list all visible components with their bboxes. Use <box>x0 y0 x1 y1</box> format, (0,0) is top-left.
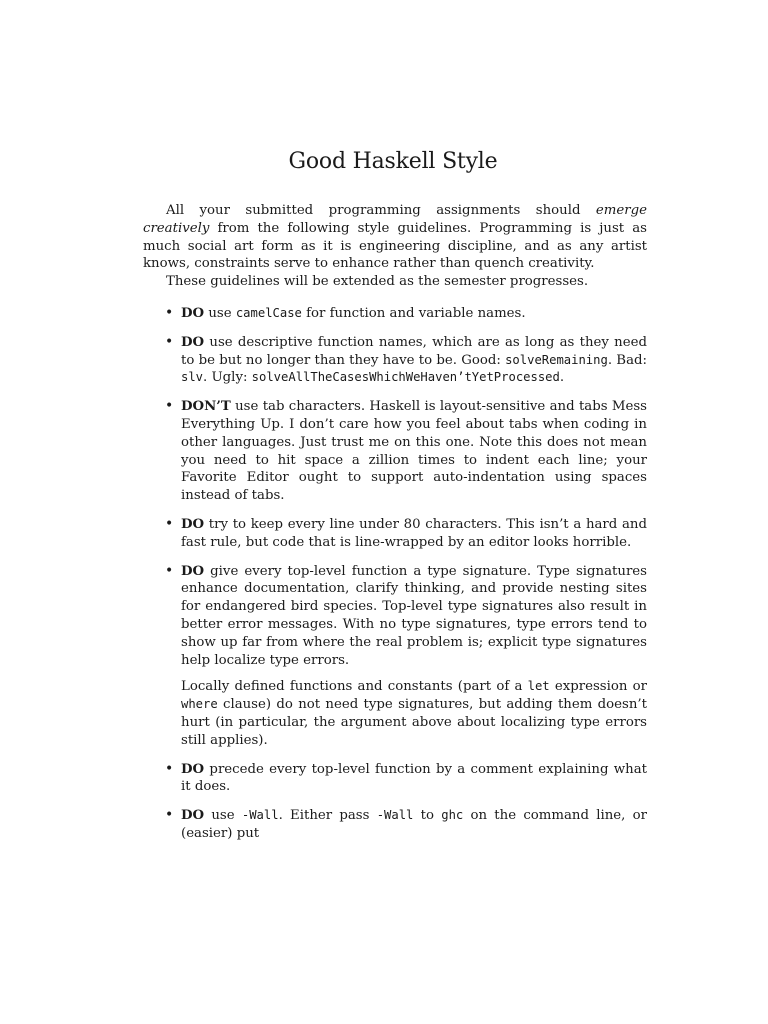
code-snippet: let <box>527 679 550 694</box>
bullet-icon: • <box>165 398 174 415</box>
intro-text: All your submitted programming assignments should <box>166 203 596 218</box>
rule-item <box>143 334 647 387</box>
rule-text-part: use descriptive function names, which are as long as they need to be but no longer than they have to be. Good: <box>181 334 647 368</box>
intro-text-cont: from the following style guidelines. Programming is just as much social art form as it is engineering discipline, and as any artist knows, constraints serve to enhance rather than quench creativity. <box>143 220 647 272</box>
page-title: Good Haskell Style <box>288 149 498 174</box>
rule-text-part: use <box>204 305 236 321</box>
rule-text-part: try to keep every line under 80 characters. This isn’t a hard and fast rule, but code that is line-wrapped by an editor looks horrible. <box>181 516 647 550</box>
bullet-icon: • <box>165 333 174 350</box>
rule-text-part: expression or <box>549 679 647 695</box>
rule-text-part: to <box>413 808 442 824</box>
rule-text-part: clause) do not need type signatures, but adding them doesn’t hurt (in particular, the argument above about localizing type errors still applies). <box>181 697 647 748</box>
intro-paragraph <box>143 202 647 273</box>
rule-item <box>143 563 647 750</box>
code-snippet: camelCase <box>235 305 302 320</box>
rule-text <box>181 516 647 552</box>
rule-text <box>181 334 647 387</box>
document-body <box>143 202 647 854</box>
rule-text <box>181 398 647 505</box>
rule-text <box>181 761 647 797</box>
rule-keyword: DO <box>181 334 205 350</box>
rule-text-part: . <box>559 370 565 386</box>
bullet-icon: • <box>165 562 174 579</box>
rule-item <box>143 305 647 323</box>
rule-keyword: DO <box>181 808 205 824</box>
intro-note: These guidelines will be extended as the semester progresses. <box>166 274 589 290</box>
code-snippet: slv <box>181 370 204 385</box>
rule-text <box>181 305 647 323</box>
rule-text-part: for function and variable names. <box>301 305 526 321</box>
code-snippet: -Wall <box>241 808 279 823</box>
bullet-icon: • <box>165 515 174 532</box>
rule-text-part: . Either pass <box>278 808 377 824</box>
rule-text-part: on the command line, or (easier) put <box>181 808 647 841</box>
code-snippet: ghc <box>441 808 464 823</box>
rule-text-part: . Ugly: <box>203 370 252 386</box>
rule-item <box>143 807 647 843</box>
rule-item <box>143 516 647 552</box>
rule-keyword: DO <box>181 563 205 579</box>
rule-text <box>181 563 647 670</box>
code-snippet: solveRemaining <box>505 352 608 367</box>
rule-text <box>181 807 647 843</box>
rule-text-part: give every top-level function a type signature. Type signatures enhance documentation, clarify thinking, and provide nesting sites for endangered bird species. Top-level type signatures also result in better error messages. With no type signatures, type errors tend to show up far from where the real problem is; explicit type signatures help localize type errors. <box>181 563 647 668</box>
bullet-icon: • <box>165 807 174 824</box>
rule-text-part: use <box>204 808 242 824</box>
intro-emphasis: emerge creatively <box>143 203 647 236</box>
rule-text-part: use tab characters. Haskell is layout-sensitive and tabs Mess Everything Up. I don’t care how you feel about tabs when coding in other languages. Just trust me on this one. Note this does not mean you need to hit space a zillion times to indent each line; your Favorite Editor ought to support auto-indentation using spaces instead of tabs. <box>181 399 647 504</box>
bullet-icon: • <box>165 760 174 777</box>
rule-text-part: Locally defined functions and constants (part of a <box>181 679 528 695</box>
rule-item <box>143 761 647 797</box>
rule-keyword: DON’T <box>181 399 231 415</box>
rule-keyword: DO <box>181 516 205 532</box>
code-snippet: where <box>181 697 218 712</box>
rule-item <box>143 398 647 505</box>
style-rules-list <box>143 305 647 843</box>
rule-text-part: precede every top-level function by a comment explaining what it does. <box>181 761 647 795</box>
bullet-icon: • <box>165 304 174 321</box>
rule-keyword: DO <box>181 761 205 777</box>
code-snippet: -Wall <box>376 808 414 823</box>
rule-text-part: . Bad: <box>607 352 647 368</box>
rule-subparagraph <box>181 678 647 749</box>
rule-keyword: DO <box>181 305 205 321</box>
code-snippet: solveAllTheCasesWhichWeHaven’tYetProcessed <box>251 370 560 385</box>
